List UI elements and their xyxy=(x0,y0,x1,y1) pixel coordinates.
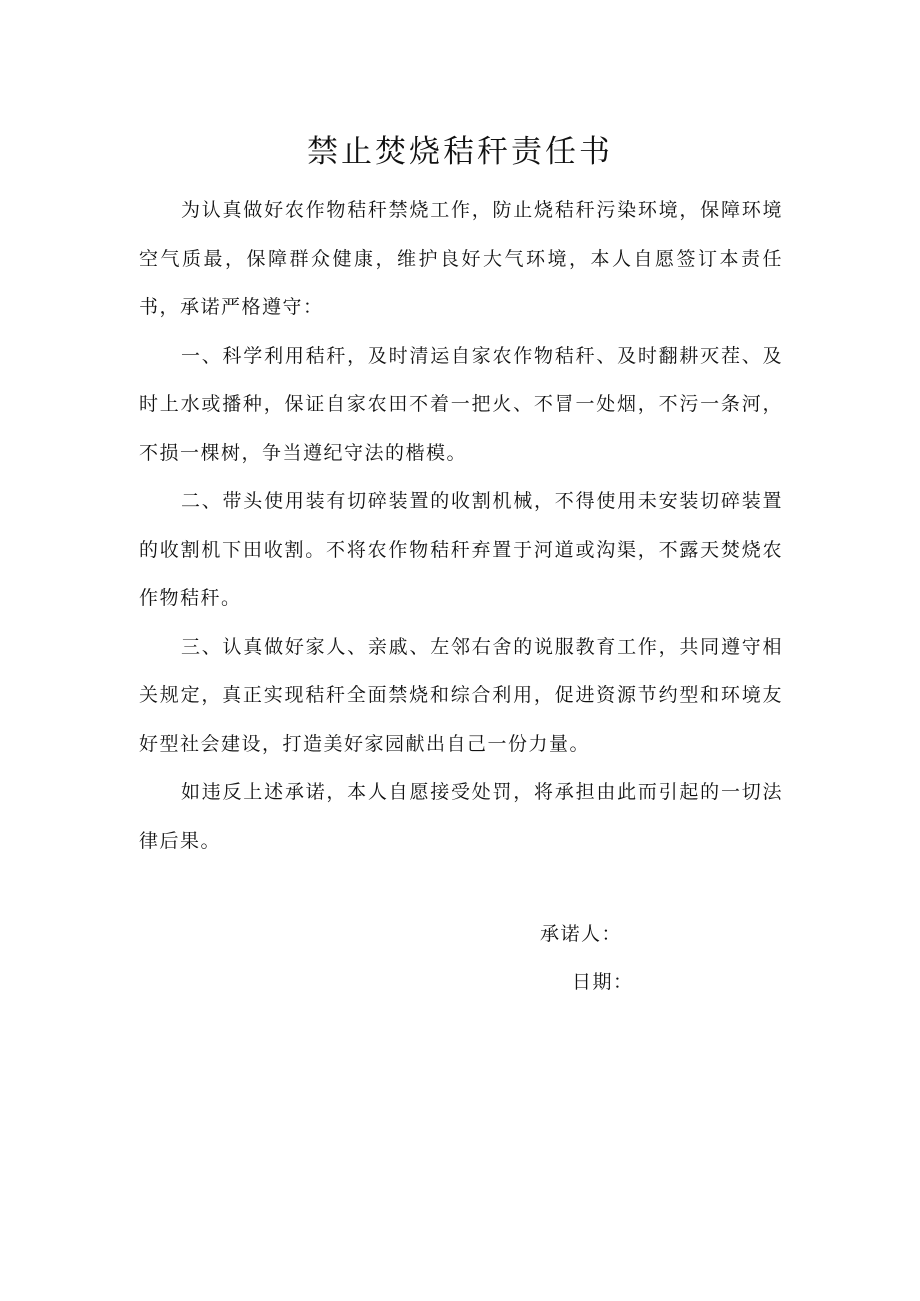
paragraph-item-1: 一、科学利用秸秆，及时清运自家农作物秸秆、及时翻耕灭茬、及时上水或播种，保证自家农田不着一把火、不冒一处烟，不污一条河，不损一棵树，争当遵纪守法的楷模。 xyxy=(139,344,783,464)
paragraph-item-2: 二、带头使用装有切碎装置的收割机械，不得使用未安装切碎装置的收割机下田收割。不将农作物秸秆弃置于河道或沟渠，不露天焚烧农作物秸秆。 xyxy=(139,490,783,609)
promisor-label: 承诺人： xyxy=(540,923,623,945)
date-label: 日期： xyxy=(572,971,634,993)
document-body xyxy=(139,186,783,865)
paragraph-intro: 为认真做好农作物秸秆禁烧工作，防止烧秸秆污染环境，保障环境空气质最，保障群众健康，维护良好大气环境，本人自愿签订本责任书，承诺严格遵守： xyxy=(139,199,783,318)
document-title: 禁止焚烧秸秆责任书 xyxy=(307,134,613,170)
signature-block xyxy=(540,910,740,1006)
paragraph-closing: 如违反上述承诺，本人自愿接受处罚，将承担由此而引起的一切法律后果。 xyxy=(139,781,783,852)
paragraph-item-3: 三、认真做好家人、亲戚、左邻右舍的说服教育工作，共同遵守相关规定，真正实现秸秆全面禁烧和综合利用，促进资源节约型和环境友好型社会建设，打造美好家园献出自己一份力量。 xyxy=(139,635,783,755)
